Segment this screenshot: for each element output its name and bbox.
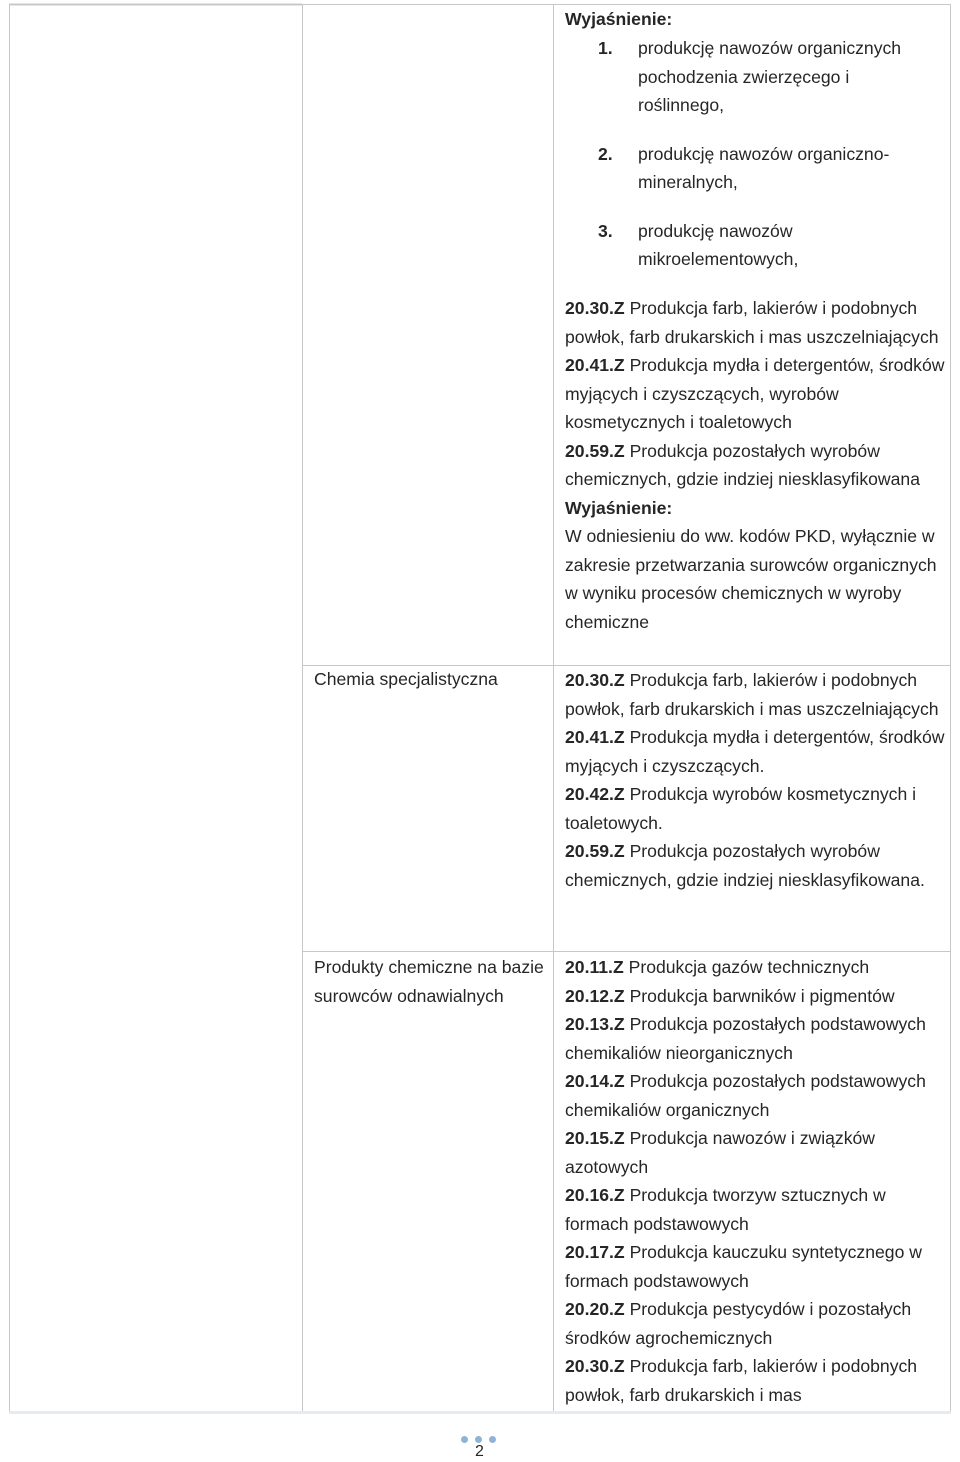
pkd-code: 20.30.Z [565,1356,625,1376]
table-bottom-accent [9,1411,951,1414]
list-item-number: 2. [598,143,613,164]
pkd-entry [565,1181,950,1238]
pkd-description: Produkcja farb, lakierów i podobnych powłok, farb drukarskich i mas uszczelniających [565,298,939,347]
pkd-entry [565,953,950,982]
pkd-code: 20.14.Z [565,1071,625,1091]
pkd-description: Produkcja tworzyw sztucznych w formach podstawowych [565,1185,886,1234]
dot-icon [475,1436,482,1443]
note-heading: Wyjaśnienie: [565,497,673,518]
pkd-code: 20.30.Z [565,298,625,318]
pkd-entry [565,982,950,1011]
pkd-description: Produkcja pozostałych podstawowych chemikaliów organicznych [565,1071,926,1120]
explanation-list [598,34,928,274]
pkd-code: 20.42.Z [565,784,625,804]
pkd-description: Produkcja barwników i pigmentów [629,985,895,1006]
pkd-block-a [565,294,950,636]
note-text: W odniesieniu do ww. kodów PKD, wyłącznie w zakresie przetwarzania surowców organicznych w wyniku procesów chemicznych w wyroby chemiczne [565,526,937,632]
explanation-heading: Wyjaśnienie: [565,9,673,29]
dot-icon [489,1436,496,1443]
pkd-code: 20.41.Z [565,727,625,747]
pkd-entry [565,723,950,780]
list-item-number: 1. [598,38,613,58]
pkd-entry [565,837,950,894]
pkd-description: Produkcja pozostałych podstawowych chemikaliów nieorganicznych [565,1014,926,1063]
list-item-text: produkcję nawozów organiczno-mineralnych, [638,143,890,192]
pkd-entry [565,1124,950,1181]
section-label-chemia: Chemia specjalistyczna [314,669,498,689]
pkd-code: 20.30.Z [565,670,625,690]
list-item [598,140,928,197]
pkd-code: 20.16.Z [565,1185,625,1205]
row-divider [302,951,951,952]
pkd-description: Produkcja farb, lakierów i podobnych powłok, farb drukarskich i mas uszczelniających [565,670,939,719]
pkd-description: Produkcja mydła i detergentów, środków myjących i czyszczących. [565,727,945,776]
top-explanation-block [565,5,950,34]
pkd-entry [565,1238,950,1295]
list-item [598,217,928,274]
pkd-code: 20.15.Z [565,1128,625,1148]
pkd-entry [565,294,950,351]
pkd-description: Produkcja kauczuku syntetycznego w formach podstawowych [565,1242,922,1291]
pkd-entry [565,1010,950,1067]
pkd-description: Produkcja pestycydów i pozostałych środków agrochemicznych [565,1299,912,1348]
pkd-entry [565,780,950,837]
pkd-entry [565,1295,950,1352]
pkd-entry [565,666,950,723]
pkd-description: Produkcja nawozów i związków azotowych [565,1128,875,1177]
list-item-number: 3. [598,220,613,241]
list-item [598,34,928,120]
pkd-code: 20.11.Z [565,957,624,977]
pkd-code: 20.12.Z [565,985,625,1006]
column-divider [553,4,554,1412]
pkd-block-c [565,953,950,1409]
page-number: 2 [475,1443,484,1460]
pkd-entry [565,351,950,437]
pkd-entry [565,437,950,494]
column-divider [302,4,303,1412]
pkd-description: Produkcja pozostałych wyrobów chemicznych, gdzie indziej niesklasyfikowana [565,440,920,489]
section-label-produkty: Produkty chemiczne na bazie surowców odnawialnych [314,957,544,1006]
pkd-entry [565,1067,950,1124]
list-item-text: produkcję nawozów organicznych pochodzenia zwierzęcego i roślinnego, [638,38,902,115]
pkd-code: 20.59.Z [565,440,625,461]
pkd-code: 20.41.Z [565,355,625,375]
pkd-description: Produkcja farb, lakierów i podobnych powłok, farb drukarskich i mas [565,1356,918,1405]
pkd-code: 20.17.Z [565,1242,625,1262]
dot-icon [461,1436,468,1443]
pkd-description: Produkcja gazów technicznych [628,957,870,977]
list-item-text: produkcję nawozów mikroelementowych, [638,220,799,269]
pkd-description: Produkcja wyrobów kosmetycznych i toaletowych. [565,784,917,833]
pkd-description: Produkcja mydła i detergentów, środków myjących i czyszczących, wyrobów kosmetycznych i toaletowych [565,355,945,432]
pkd-block-b [565,666,950,894]
pkd-code: 20.20.Z [565,1299,625,1319]
pkd-entry [565,1352,950,1409]
pkd-code: 20.59.Z [565,841,625,861]
pkd-description: Produkcja pozostałych wyrobów chemicznych, gdzie indziej niesklasyfikowana. [565,841,925,890]
pkd-code: 20.13.Z [565,1014,625,1034]
